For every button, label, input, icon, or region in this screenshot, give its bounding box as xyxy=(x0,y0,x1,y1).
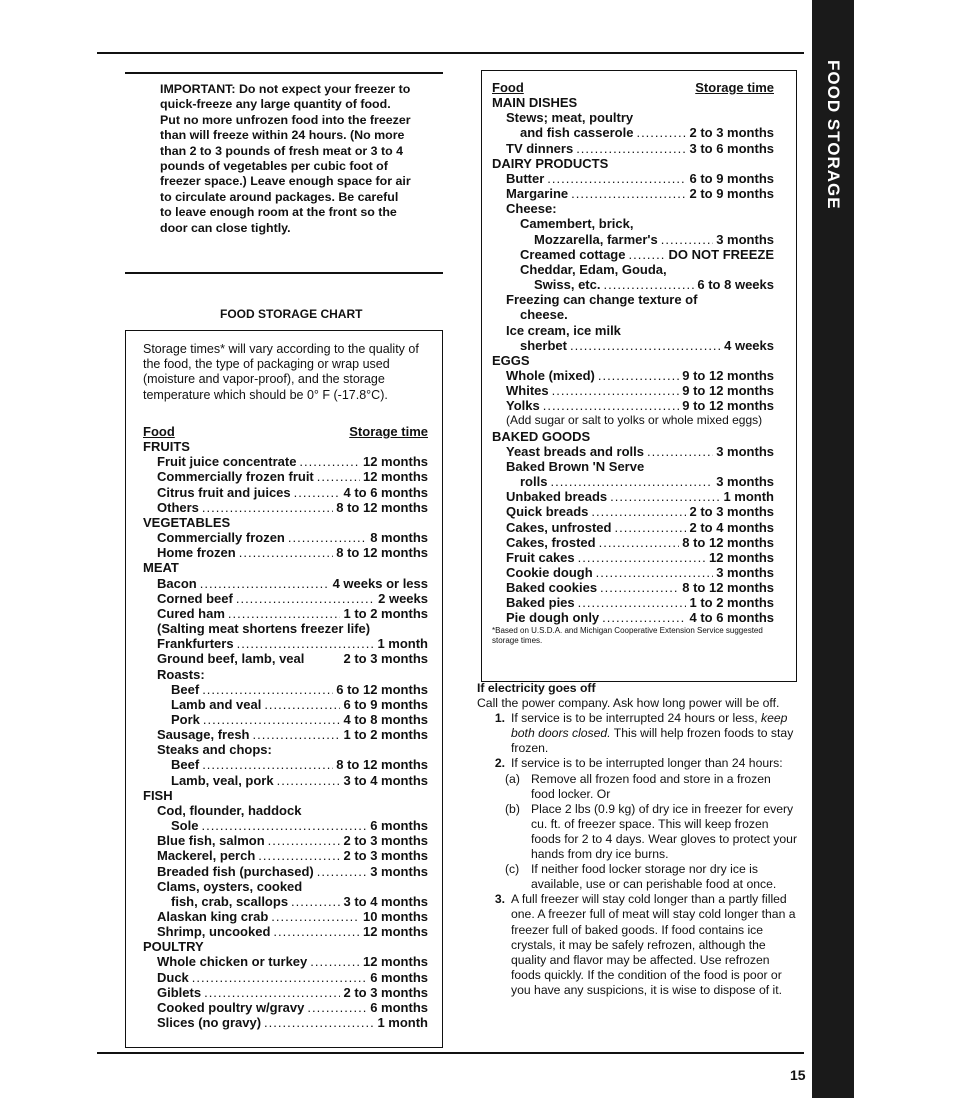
storage-subheading: Roasts: xyxy=(157,666,205,682)
storage-row xyxy=(492,171,774,186)
header-storage-time: Storage time xyxy=(349,424,428,439)
food-name: Blue fish, salmon xyxy=(157,833,265,849)
storage-time: 1 month xyxy=(377,1015,428,1031)
storage-time: 3 months xyxy=(370,863,428,879)
storage-row xyxy=(143,909,428,924)
storage-time: 1 month xyxy=(723,489,774,505)
storage-row xyxy=(492,550,774,565)
power-title: If electricity goes off xyxy=(477,681,596,695)
storage-row xyxy=(143,651,428,666)
food-name: Whole (mixed) xyxy=(506,367,595,383)
leader-dots xyxy=(204,985,340,1000)
leader-dots xyxy=(310,954,360,969)
food-name: Alaskan king crab xyxy=(157,909,269,924)
leader-dots xyxy=(603,277,694,292)
leader-dots xyxy=(200,576,330,591)
storage-subheading: (Salting meat shortens freezer life) xyxy=(157,621,371,637)
leader-dots xyxy=(258,848,340,863)
leader-dots xyxy=(228,606,341,621)
leader-dots xyxy=(571,186,686,201)
section-title: EGGS xyxy=(492,352,530,368)
storage-row xyxy=(143,576,428,591)
left-column xyxy=(143,424,428,1030)
leader-dots xyxy=(291,894,340,909)
food-name: Unbaked breads xyxy=(506,489,608,505)
food-name: Slices (no gravy) xyxy=(157,1015,262,1031)
food-name: fish, crab, scallops xyxy=(171,893,289,909)
storage-row xyxy=(143,757,428,772)
substep-text: If neither food locker storage nor dry ice is available, use or can perishable food at once. xyxy=(531,862,777,892)
food-name: Pork xyxy=(171,711,200,727)
storage-time: 8 to 12 months xyxy=(336,757,428,773)
food-name: Home frozen xyxy=(157,545,236,561)
storage-row xyxy=(492,580,774,595)
food-name: Beef xyxy=(171,681,200,697)
storage-time: 8 to 12 months xyxy=(336,499,428,515)
leader-dots xyxy=(570,338,721,353)
storage-subheading: cheese. xyxy=(520,307,568,323)
storage-row xyxy=(492,444,774,459)
food-name: Sole xyxy=(171,818,199,834)
storage-time: 2 weeks xyxy=(378,590,428,606)
storage-time: 8 to 12 months xyxy=(682,534,774,550)
storage-subheading: Stews; meat, poultry xyxy=(506,110,634,126)
power-outage-section xyxy=(477,681,797,998)
food-name: Bacon xyxy=(157,575,197,591)
leader-dots xyxy=(294,485,341,500)
storage-time: 2 to 3 months xyxy=(343,984,428,1000)
storage-subheading: Ice cream, ice milk xyxy=(506,322,621,338)
storage-subheading: Steaks and chops: xyxy=(157,742,272,758)
storage-row xyxy=(143,818,428,833)
leader-dots xyxy=(317,864,367,879)
storage-row xyxy=(492,232,774,247)
leader-dots xyxy=(268,833,341,848)
storage-row xyxy=(492,368,774,383)
leader-dots xyxy=(599,535,680,550)
storage-time: 9 to 12 months xyxy=(682,367,774,383)
storage-subheading: Clams, oysters, cooked xyxy=(157,878,303,894)
left-column-header xyxy=(143,424,428,439)
leader-dots xyxy=(253,727,341,742)
food-name: Lamb, veal, pork xyxy=(171,772,274,788)
step-text xyxy=(511,711,797,756)
food-name: Whites xyxy=(506,383,549,399)
food-name: and fish casserole xyxy=(520,125,634,141)
important-text: Do not expect your freezer to quick-freeze any large quantity of food. Put no more unfrozen food into the freezer than will freeze within 24 hours. (No more than 2 to 3 pounds of fresh meat or 3 to 4 pounds of vegetables per cubic foot of freezer space.) Leave enough space for air to circulate around packages. Be careful to leave enough room at the front so the door can close tightly. xyxy=(160,82,411,235)
storage-row xyxy=(492,535,774,550)
food-name: Butter xyxy=(506,170,545,186)
storage-time: 6 months xyxy=(370,999,428,1015)
storage-row xyxy=(492,489,774,504)
storage-time: 2 to 9 months xyxy=(689,186,774,202)
power-substep xyxy=(505,802,797,862)
storage-row xyxy=(492,141,774,156)
storage-row xyxy=(143,1000,428,1015)
step-text-after: This will help frozen foods to stay frozen. xyxy=(511,726,794,756)
storage-subheading: Cheddar, Edam, Gouda, xyxy=(520,261,667,277)
section-title: MEAT xyxy=(143,560,179,576)
leader-dots xyxy=(264,1015,374,1030)
storage-row xyxy=(143,864,428,879)
step-number: 1. xyxy=(494,711,505,726)
leader-dots xyxy=(614,520,686,535)
storage-time: 3 months xyxy=(716,565,774,580)
storage-time: 3 months xyxy=(716,443,774,459)
leader-dots xyxy=(543,398,680,413)
storage-time: 6 months xyxy=(370,969,428,985)
important-top-rule xyxy=(125,72,443,74)
leader-dots xyxy=(273,924,360,939)
leader-dots xyxy=(271,909,360,924)
leader-dots xyxy=(636,125,686,140)
leader-dots xyxy=(602,610,686,625)
storage-row xyxy=(492,338,774,353)
storage-row xyxy=(143,712,428,727)
storage-time: 2 to 3 months xyxy=(689,125,774,141)
storage-time: 12 months xyxy=(362,924,428,940)
leader-dots xyxy=(307,1000,367,1015)
food-name: Sausage, fresh xyxy=(157,727,250,743)
leader-dots xyxy=(596,565,714,580)
food-name: Fruit cakes xyxy=(506,549,575,565)
leader-dots xyxy=(591,504,686,519)
storage-row xyxy=(492,247,774,262)
side-tab-label: FOOD STORAGE GUIDE xyxy=(782,60,843,210)
food-name: Giblets xyxy=(157,984,202,1000)
leader-dots xyxy=(628,247,665,262)
food-name: TV dinners xyxy=(506,140,574,156)
food-name: Others xyxy=(157,499,199,515)
food-name: Quick breads xyxy=(506,504,589,520)
storage-row xyxy=(143,545,428,560)
leader-dots xyxy=(610,489,720,504)
storage-time: 2 to 3 months xyxy=(689,504,774,520)
header-food: Food xyxy=(492,80,524,95)
leader-dots xyxy=(578,595,687,610)
storage-time: 3 to 6 months xyxy=(689,140,774,156)
food-name: Cured ham xyxy=(157,605,225,621)
substep-label: (a) xyxy=(505,771,520,786)
food-name: Mackerel, perch xyxy=(157,848,256,864)
food-name: rolls xyxy=(520,474,548,490)
storage-row xyxy=(492,520,774,535)
food-name: Fruit juice concentrate xyxy=(157,454,297,470)
leader-dots xyxy=(237,636,375,651)
chart-intro: Storage times* will vary according to the quality of the food, the type of packaging or wrap used (moisture and vapor-proof), and the storage temperature which should be 0° F (-17.8°C). xyxy=(143,342,419,402)
storage-time: 12 months xyxy=(362,469,428,485)
storage-subheading: Camembert, brick, xyxy=(520,216,634,232)
leader-dots xyxy=(598,368,679,383)
header-food: Food xyxy=(143,424,175,439)
food-name: Baked pies xyxy=(506,595,575,611)
food-name: Commercially frozen fruit xyxy=(157,469,314,485)
food-name: Baked cookies xyxy=(506,580,598,596)
storage-note: (Add sugar or salt to yolks or whole mixed eggs) xyxy=(506,413,763,428)
power-list xyxy=(477,711,797,998)
power-substep xyxy=(505,862,797,892)
storage-row xyxy=(143,970,428,985)
bottom-rule xyxy=(97,1052,804,1054)
storage-row xyxy=(492,565,774,580)
step-text-before: If service is to be interrupted longer than 24 hours: xyxy=(511,756,783,771)
leader-dots xyxy=(202,757,333,772)
leader-dots xyxy=(600,580,679,595)
storage-time: 12 months xyxy=(362,954,428,970)
right-storage-list xyxy=(492,95,774,625)
food-name: Pie dough only xyxy=(506,610,600,626)
storage-time: 6 to 9 months xyxy=(343,696,428,712)
section-title: DAIRY PRODUCTS xyxy=(492,155,609,171)
storage-time: 12 months xyxy=(708,549,774,565)
leader-dots xyxy=(288,530,367,545)
food-name: Margarine xyxy=(506,186,569,202)
power-intro: Call the power company. Ask how long power will be off. xyxy=(477,696,780,711)
storage-row xyxy=(143,591,428,606)
page-number: 15 xyxy=(790,1067,806,1083)
substep-label: (c) xyxy=(505,862,520,877)
food-name: Mozzarella, farmer's xyxy=(534,231,658,247)
step-text-before: If service is to be interrupted 24 hours or less, xyxy=(511,711,761,726)
right-column-header xyxy=(492,80,774,95)
storage-row xyxy=(143,485,428,500)
storage-time: 1 to 2 months xyxy=(343,727,428,743)
storage-time: 3 to 4 months xyxy=(343,893,428,909)
storage-row xyxy=(143,469,428,484)
food-name: Lamb and veal xyxy=(171,696,262,712)
storage-row xyxy=(492,474,774,489)
leader-dots xyxy=(661,232,713,247)
storage-time: 2 to 4 months xyxy=(689,519,774,535)
leader-dots xyxy=(550,474,713,489)
storage-row xyxy=(492,125,774,140)
storage-subheading: Cheese: xyxy=(506,201,557,217)
storage-row xyxy=(143,530,428,545)
food-name: Cakes, frosted xyxy=(506,534,596,550)
storage-row xyxy=(143,954,428,969)
storage-row xyxy=(143,773,428,788)
leader-dots xyxy=(202,682,333,697)
step-number: 2. xyxy=(494,756,505,771)
important-label: IMPORTANT: xyxy=(160,82,236,96)
storage-time: 8 to 12 months xyxy=(682,580,774,596)
leader-dots xyxy=(576,141,686,156)
food-name: Frankfurters xyxy=(157,636,234,652)
substep-text: Place 2 lbs (0.9 kg) of dry ice in freezer for every cu. ft. of freezer space. This will keep frozen foods for 2 to 4 days. Wear gloves to protect your hands from dry ice burns. xyxy=(531,801,798,862)
storage-time: 4 weeks or less xyxy=(332,575,428,591)
chart-title: FOOD STORAGE CHART xyxy=(220,307,363,321)
storage-time: 6 to 12 months xyxy=(336,681,428,697)
food-name: Yolks xyxy=(506,398,540,414)
important-bottom-rule xyxy=(125,272,443,274)
storage-subheading: Cod, flounder, haddock xyxy=(157,802,302,818)
storage-time: 4 to 6 months xyxy=(689,610,774,626)
leader-dots xyxy=(203,712,341,727)
storage-time: 2 to 3 months xyxy=(343,833,428,849)
food-name: Citrus fruit and juices xyxy=(157,484,291,500)
storage-time: 1 to 2 months xyxy=(689,595,774,611)
storage-row xyxy=(492,504,774,519)
food-name: Cookie dough xyxy=(506,565,593,580)
storage-row xyxy=(143,697,428,712)
leader-dots xyxy=(552,383,680,398)
leader-dots xyxy=(192,970,367,985)
storage-row xyxy=(143,894,428,909)
food-name: Ground beef, lamb, veal xyxy=(157,651,305,667)
leader-dots xyxy=(236,591,375,606)
food-name: Whole chicken or turkey xyxy=(157,954,308,970)
storage-row xyxy=(492,383,774,398)
storage-row xyxy=(143,682,428,697)
leader-dots xyxy=(647,444,713,459)
leader-dots xyxy=(202,500,333,515)
food-name: Duck xyxy=(157,969,189,985)
storage-time: 2 to 3 months xyxy=(343,651,428,667)
storage-time: 3 months xyxy=(716,231,774,247)
footnote: *Based on U.S.D.A. and Michigan Cooperative Extension Service suggested storage times. xyxy=(492,625,763,645)
power-step xyxy=(477,756,797,771)
storage-row xyxy=(492,186,774,201)
storage-time: 2 to 3 months xyxy=(343,848,428,864)
section-title: POULTRY xyxy=(143,939,204,955)
storage-time: 1 month xyxy=(377,636,428,652)
storage-time: 8 months xyxy=(370,530,428,546)
storage-time: 10 months xyxy=(362,909,428,924)
section-title: MAIN DISHES xyxy=(492,95,578,111)
important-note xyxy=(160,82,412,236)
storage-time: 4 weeks xyxy=(724,337,774,353)
storage-row xyxy=(143,848,428,863)
food-name: Swiss, etc. xyxy=(534,277,601,293)
food-name: Commercially frozen xyxy=(157,530,285,546)
step-text xyxy=(511,756,797,771)
storage-subheading: Baked Brown 'N Serve xyxy=(506,458,645,474)
power-substep xyxy=(505,772,797,802)
storage-row xyxy=(143,985,428,1000)
right-column xyxy=(492,80,774,646)
leader-dots xyxy=(201,818,367,833)
storage-row xyxy=(143,454,428,469)
storage-row xyxy=(492,595,774,610)
storage-row xyxy=(143,727,428,742)
storage-time: 6 to 9 months xyxy=(689,170,774,186)
step-emphasis: keep both doors closed. xyxy=(511,711,788,741)
storage-time: 9 to 12 months xyxy=(682,383,774,399)
storage-row xyxy=(492,398,774,413)
substep-label: (b) xyxy=(505,801,520,816)
leader-dots xyxy=(317,469,360,484)
storage-time: 12 months xyxy=(362,454,428,470)
section-title: FISH xyxy=(143,787,173,803)
power-step xyxy=(477,711,797,756)
storage-time: 8 to 12 months xyxy=(336,545,428,561)
storage-subheading: Freezing can change texture of xyxy=(506,292,698,308)
leader-dots xyxy=(277,773,341,788)
leader-dots xyxy=(299,454,360,469)
storage-row xyxy=(143,833,428,848)
food-name: Shrimp, uncooked xyxy=(157,924,271,940)
top-rule xyxy=(97,52,804,54)
storage-row xyxy=(492,610,774,625)
storage-row xyxy=(143,924,428,939)
food-name: Cakes, unfrosted xyxy=(506,519,612,535)
food-name: sherbet xyxy=(520,337,567,353)
leader-dots xyxy=(239,545,334,560)
storage-time: 6 months xyxy=(370,818,428,834)
step-number: 3. xyxy=(494,892,505,907)
storage-time: 3 months xyxy=(716,474,774,490)
food-name: Creamed cottage xyxy=(520,246,626,262)
storage-time: 4 to 8 months xyxy=(343,711,428,727)
storage-time: 3 to 4 months xyxy=(343,772,428,788)
storage-time: 4 to 6 months xyxy=(343,484,428,500)
storage-row xyxy=(492,277,774,292)
power-step xyxy=(477,892,797,998)
storage-row xyxy=(143,1015,428,1030)
step-text: A full freezer will stay cold longer than a partly filled one. A freezer full of meat will stay cold longer than a freezer full of baked goods. If food contains ice crystals, it may be safely refrozen, although the quality and flavor may be affected. Use refrozen foods quickly. If the condition of the food is poor or you have any suspicions, it is wise to dispose of it. xyxy=(511,892,796,997)
food-name: Corned beef xyxy=(157,590,233,606)
section-title: VEGETABLES xyxy=(143,514,231,530)
food-name: Breaded fish (purchased) xyxy=(157,863,314,879)
section-title: FRUITS xyxy=(143,439,190,455)
header-storage-time: Storage time xyxy=(695,80,774,95)
storage-time: 9 to 12 months xyxy=(682,398,774,414)
food-name: Yeast breads and rolls xyxy=(506,443,645,459)
food-name: Beef xyxy=(171,757,200,773)
storage-row xyxy=(143,500,428,515)
storage-time: 6 to 8 weeks xyxy=(697,277,774,293)
storage-row xyxy=(143,636,428,651)
leader-dots xyxy=(547,171,686,186)
storage-time: 1 to 2 months xyxy=(343,605,428,621)
storage-time: DO NOT FREEZE xyxy=(668,246,774,262)
section-title: BAKED GOODS xyxy=(492,428,591,444)
storage-row xyxy=(143,606,428,621)
left-storage-list xyxy=(143,439,428,1030)
leader-dots xyxy=(264,697,340,712)
leader-dots xyxy=(578,550,706,565)
food-name: Cooked poultry w/gravy xyxy=(157,999,305,1015)
substep-text: Remove all frozen food and store in a frozen food locker. Or xyxy=(531,771,771,801)
